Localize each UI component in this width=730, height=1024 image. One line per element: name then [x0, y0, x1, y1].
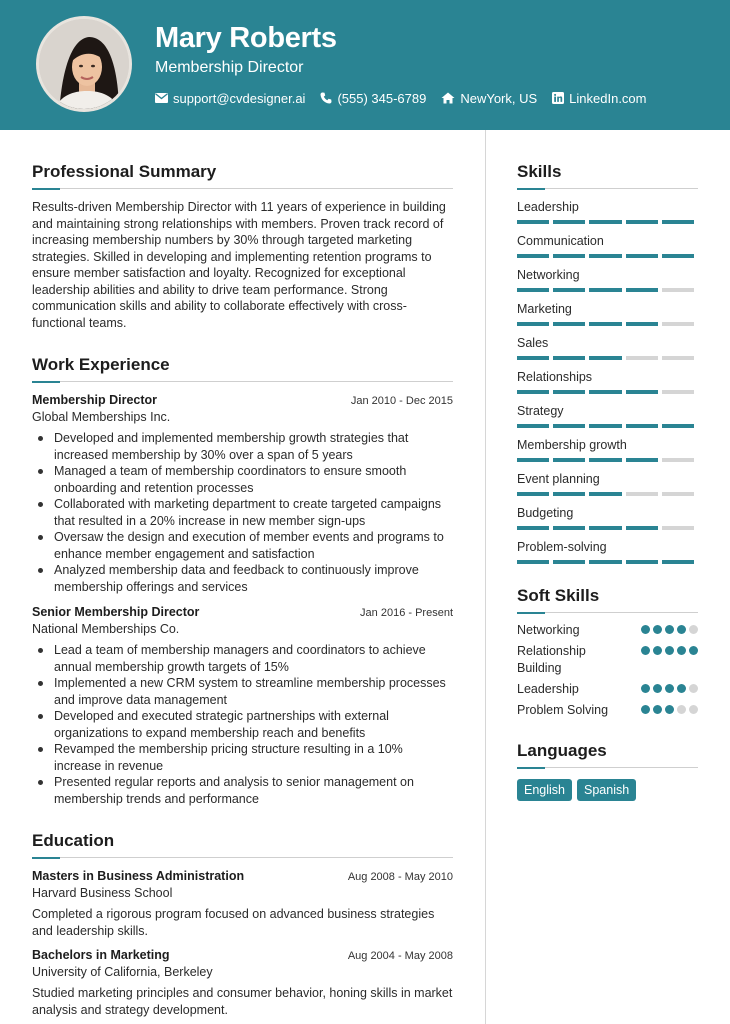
profile-photo [36, 16, 132, 112]
job-title: Senior Membership Director [32, 605, 200, 619]
skill-item [517, 267, 698, 292]
rating-dot [677, 705, 686, 714]
degree-dates: Aug 2004 - May 2008 [347, 950, 453, 962]
skill-name: Marketing [517, 302, 572, 316]
skill-level-segment [517, 560, 549, 564]
list-item: Analyzed membership data and feedback to continuously improve membership offerings and services [32, 562, 453, 595]
section-rule [517, 612, 698, 614]
soft-skill-rating [638, 646, 698, 655]
skill-level-segment [517, 322, 549, 326]
job-entry [32, 393, 453, 595]
list-item: Managed a team of membership coordinators to ensure smooth onboarding and retention processes [32, 463, 453, 496]
job-company: National Memberships Co. [32, 622, 180, 636]
rating-dot [641, 625, 650, 634]
language-tag: English [517, 779, 572, 801]
list-item: Developed and implemented membership growth strategies that increased membership by 30% over a span of 5 years [32, 430, 453, 463]
skill-level-segment [662, 288, 694, 292]
skill-level-segment [553, 390, 585, 394]
skill-level-segment [662, 424, 694, 428]
skills-section [517, 130, 698, 564]
rating-dot [689, 705, 698, 714]
home-icon [441, 92, 455, 104]
rating-dot [677, 646, 686, 655]
skill-level-segment [626, 254, 658, 258]
rating-dot [653, 684, 662, 693]
rating-dot [641, 684, 650, 693]
list-item: Implemented a new CRM system to streamline membership processes and improve data management [32, 675, 453, 708]
contact-linkedin-text: LinkedIn.com [569, 90, 647, 106]
column-divider [485, 130, 486, 1024]
skills-list [517, 199, 698, 564]
skill-name: Membership growth [517, 438, 627, 452]
rating-dot [653, 625, 662, 634]
soft-skill-item [517, 681, 698, 698]
skill-level-segment [553, 526, 585, 530]
education-description: Studied marketing principles and consumer behavior, honing skills in market analysis and strategy development. [32, 986, 453, 1017]
skill-item [517, 301, 698, 326]
rating-dot [641, 705, 650, 714]
skill-level-segment [626, 288, 658, 292]
list-item: Oversaw the design and execution of member events and programs to enhance member engagement and satisfaction [32, 529, 453, 562]
skill-item [517, 369, 698, 394]
soft-skill-name: Problem Solving [517, 703, 609, 717]
section-title: Professional Summary [32, 162, 217, 181]
contact-location-text: NewYork, US [460, 90, 538, 106]
job-bullets [32, 642, 453, 807]
skill-item [517, 233, 698, 258]
soft-skill-name: Networking [517, 623, 580, 637]
resume-header [0, 0, 730, 130]
skill-level-bar [517, 492, 698, 496]
skill-level-segment [626, 322, 658, 326]
phone-icon [320, 92, 332, 104]
school-name: University of California, Berkeley [32, 965, 213, 979]
skill-name: Communication [517, 234, 604, 248]
skill-level-segment [553, 288, 585, 292]
skill-level-segment [589, 356, 621, 360]
section-title: Soft Skills [517, 586, 600, 605]
skill-level-segment [553, 492, 585, 496]
skill-level-bar [517, 288, 698, 292]
skill-level-segment [589, 288, 621, 292]
soft-skills-list [517, 622, 698, 719]
skill-level-bar [517, 390, 698, 394]
contact-email[interactable] [155, 91, 305, 106]
skill-item [517, 505, 698, 530]
skill-level-segment [517, 288, 549, 292]
skill-name: Networking [517, 268, 580, 282]
soft-skill-item [517, 702, 698, 719]
degree-title: Bachelors in Marketing [32, 948, 170, 962]
skill-name: Leadership [517, 200, 579, 214]
skill-level-segment [589, 424, 621, 428]
skill-level-segment [517, 254, 549, 258]
soft-skill-name: Relationship Building [517, 644, 586, 675]
rating-dot [665, 646, 674, 655]
skill-level-segment [517, 458, 549, 462]
degree-title: Masters in Business Administration [32, 869, 245, 883]
rating-dot [689, 684, 698, 693]
job-title: Membership Director [32, 393, 158, 407]
job-dates: Jan 2016 - Present [360, 607, 453, 619]
section-rule [517, 188, 698, 190]
soft-skills-section [517, 586, 698, 719]
skill-level-segment [662, 220, 694, 224]
skill-level-segment [553, 220, 585, 224]
summary-text: Results-driven Membership Director with 11 years of experience in building and maintaining strong relationships with members. Proven track record of increasing membership numbers by 30% through targeted marketing strategies. Skilled in developing and implementing retention programs to ensure member satisfaction and loyalty. Recognized for exceptional leadership abilities and ability to drive team performance. Strong communication skills and ability to collaborate effectively with cross-functional teams. [32, 200, 446, 330]
education-section [32, 831, 453, 1018]
school-name: Harvard Business School [32, 886, 173, 900]
contact-phone-text: (555) 345-6789 [337, 90, 427, 106]
rating-dot [653, 646, 662, 655]
skill-level-segment [589, 220, 621, 224]
contact-phone[interactable] [320, 91, 426, 106]
skill-name: Problem-solving [517, 540, 607, 554]
skill-item [517, 539, 698, 564]
skill-level-bar [517, 526, 698, 530]
skill-name: Strategy [517, 404, 564, 418]
skill-level-segment [553, 254, 585, 258]
skill-level-segment [517, 356, 549, 360]
skill-name: Budgeting [517, 506, 574, 520]
skill-level-bar [517, 254, 698, 258]
rating-dot [665, 684, 674, 693]
experience-section [32, 355, 453, 807]
skill-level-segment [517, 390, 549, 394]
candidate-name: Mary Roberts [155, 22, 337, 54]
skill-level-segment [589, 560, 621, 564]
skill-item [517, 403, 698, 428]
skill-level-segment [662, 526, 694, 530]
degree-dates: Aug 2008 - May 2010 [347, 871, 453, 883]
contact-email-text: support@cvdesigner.ai [173, 90, 306, 106]
skill-level-segment [626, 458, 658, 462]
skill-item [517, 437, 698, 462]
list-item: Collaborated with marketing department to create targeted campaigns that resulted in a 20% increase in new member sign-ups [32, 496, 453, 529]
skill-level-segment [662, 458, 694, 462]
skill-level-segment [517, 424, 549, 428]
soft-skill-name: Leadership [517, 682, 579, 696]
contact-bar [155, 89, 662, 107]
skill-level-segment [553, 424, 585, 428]
list-item: Developed and executed strategic partnerships with external organizations to expand membership reach and benefits [32, 708, 453, 741]
skill-level-segment [662, 390, 694, 394]
skill-level-segment [626, 356, 658, 360]
rating-dot [665, 705, 674, 714]
rating-dot [689, 646, 698, 655]
skill-level-segment [662, 356, 694, 360]
skill-level-segment [589, 390, 621, 394]
summary-section [32, 130, 453, 331]
skill-level-segment [553, 356, 585, 360]
skill-level-bar [517, 322, 698, 326]
envelope-icon [155, 93, 168, 103]
section-rule [32, 188, 453, 190]
skill-level-bar [517, 220, 698, 224]
main-column [32, 130, 453, 1018]
section-rule [32, 381, 453, 383]
education-entry [32, 948, 453, 1018]
skill-level-segment [517, 220, 549, 224]
contact-linkedin[interactable] [552, 91, 646, 106]
sidebar-column [517, 130, 698, 801]
skill-level-segment [662, 322, 694, 326]
section-rule [32, 857, 453, 859]
languages-section [517, 741, 698, 801]
skill-level-bar [517, 356, 698, 360]
skill-level-segment [662, 254, 694, 258]
list-item: Presented regular reports and analysis to senior management on membership trends and performance [32, 774, 453, 807]
skill-name: Relationships [517, 370, 593, 384]
job-dates: Jan 2010 - Dec 2015 [350, 395, 453, 407]
skill-level-segment [626, 560, 658, 564]
list-item: Lead a team of membership managers and coordinators to achieve annual membership growth targets of 15% [32, 642, 453, 675]
soft-skill-rating [638, 684, 698, 693]
skill-level-bar [517, 424, 698, 428]
skill-name: Event planning [517, 472, 600, 486]
rating-dot [677, 625, 686, 634]
skill-level-segment [626, 220, 658, 224]
skill-level-segment [589, 526, 621, 530]
skill-level-segment [589, 458, 621, 462]
candidate-role: Membership Director [155, 59, 304, 76]
section-title: Work Experience [32, 355, 170, 374]
soft-skill-rating [638, 625, 698, 634]
skill-level-segment [626, 492, 658, 496]
section-title: Education [32, 831, 115, 850]
skill-level-segment [517, 492, 549, 496]
skill-level-bar [517, 560, 698, 564]
skill-level-segment [662, 560, 694, 564]
language-tag: Spanish [577, 779, 636, 801]
skill-level-segment [626, 424, 658, 428]
section-rule [517, 767, 698, 769]
job-bullets [32, 430, 453, 595]
skill-level-segment [517, 526, 549, 530]
education-entry [32, 869, 453, 939]
rating-dot [665, 625, 674, 634]
skill-item [517, 471, 698, 496]
portrait-image [39, 19, 132, 112]
skill-level-segment [553, 560, 585, 564]
skill-item [517, 199, 698, 224]
skill-level-bar [517, 458, 698, 462]
rating-dot [677, 684, 686, 693]
soft-skill-item [517, 643, 698, 677]
skill-level-segment [589, 254, 621, 258]
linkedin-icon [552, 92, 564, 104]
soft-skill-item [517, 622, 698, 639]
skill-name: Sales [517, 336, 549, 350]
skill-item [517, 335, 698, 360]
list-item: Revamped the membership pricing structure resulting in a 10% increase in revenue [32, 741, 453, 774]
skill-level-segment [589, 322, 621, 326]
section-title: Languages [517, 741, 607, 760]
job-entry [32, 605, 453, 807]
skill-level-segment [626, 390, 658, 394]
rating-dot [641, 646, 650, 655]
skill-level-segment [589, 492, 621, 496]
job-company: Global Memberships Inc. [32, 410, 171, 424]
soft-skill-rating [638, 705, 698, 714]
languages-list [517, 779, 698, 801]
skill-level-segment [553, 322, 585, 326]
rating-dot [689, 625, 698, 634]
rating-dot [653, 705, 662, 714]
skill-level-segment [626, 526, 658, 530]
section-title: Skills [517, 162, 562, 181]
contact-location[interactable] [441, 91, 537, 106]
skill-level-segment [553, 458, 585, 462]
education-description: Completed a rigorous program focused on advanced business strategies and leadership skills. [32, 907, 435, 938]
skill-level-segment [662, 492, 694, 496]
